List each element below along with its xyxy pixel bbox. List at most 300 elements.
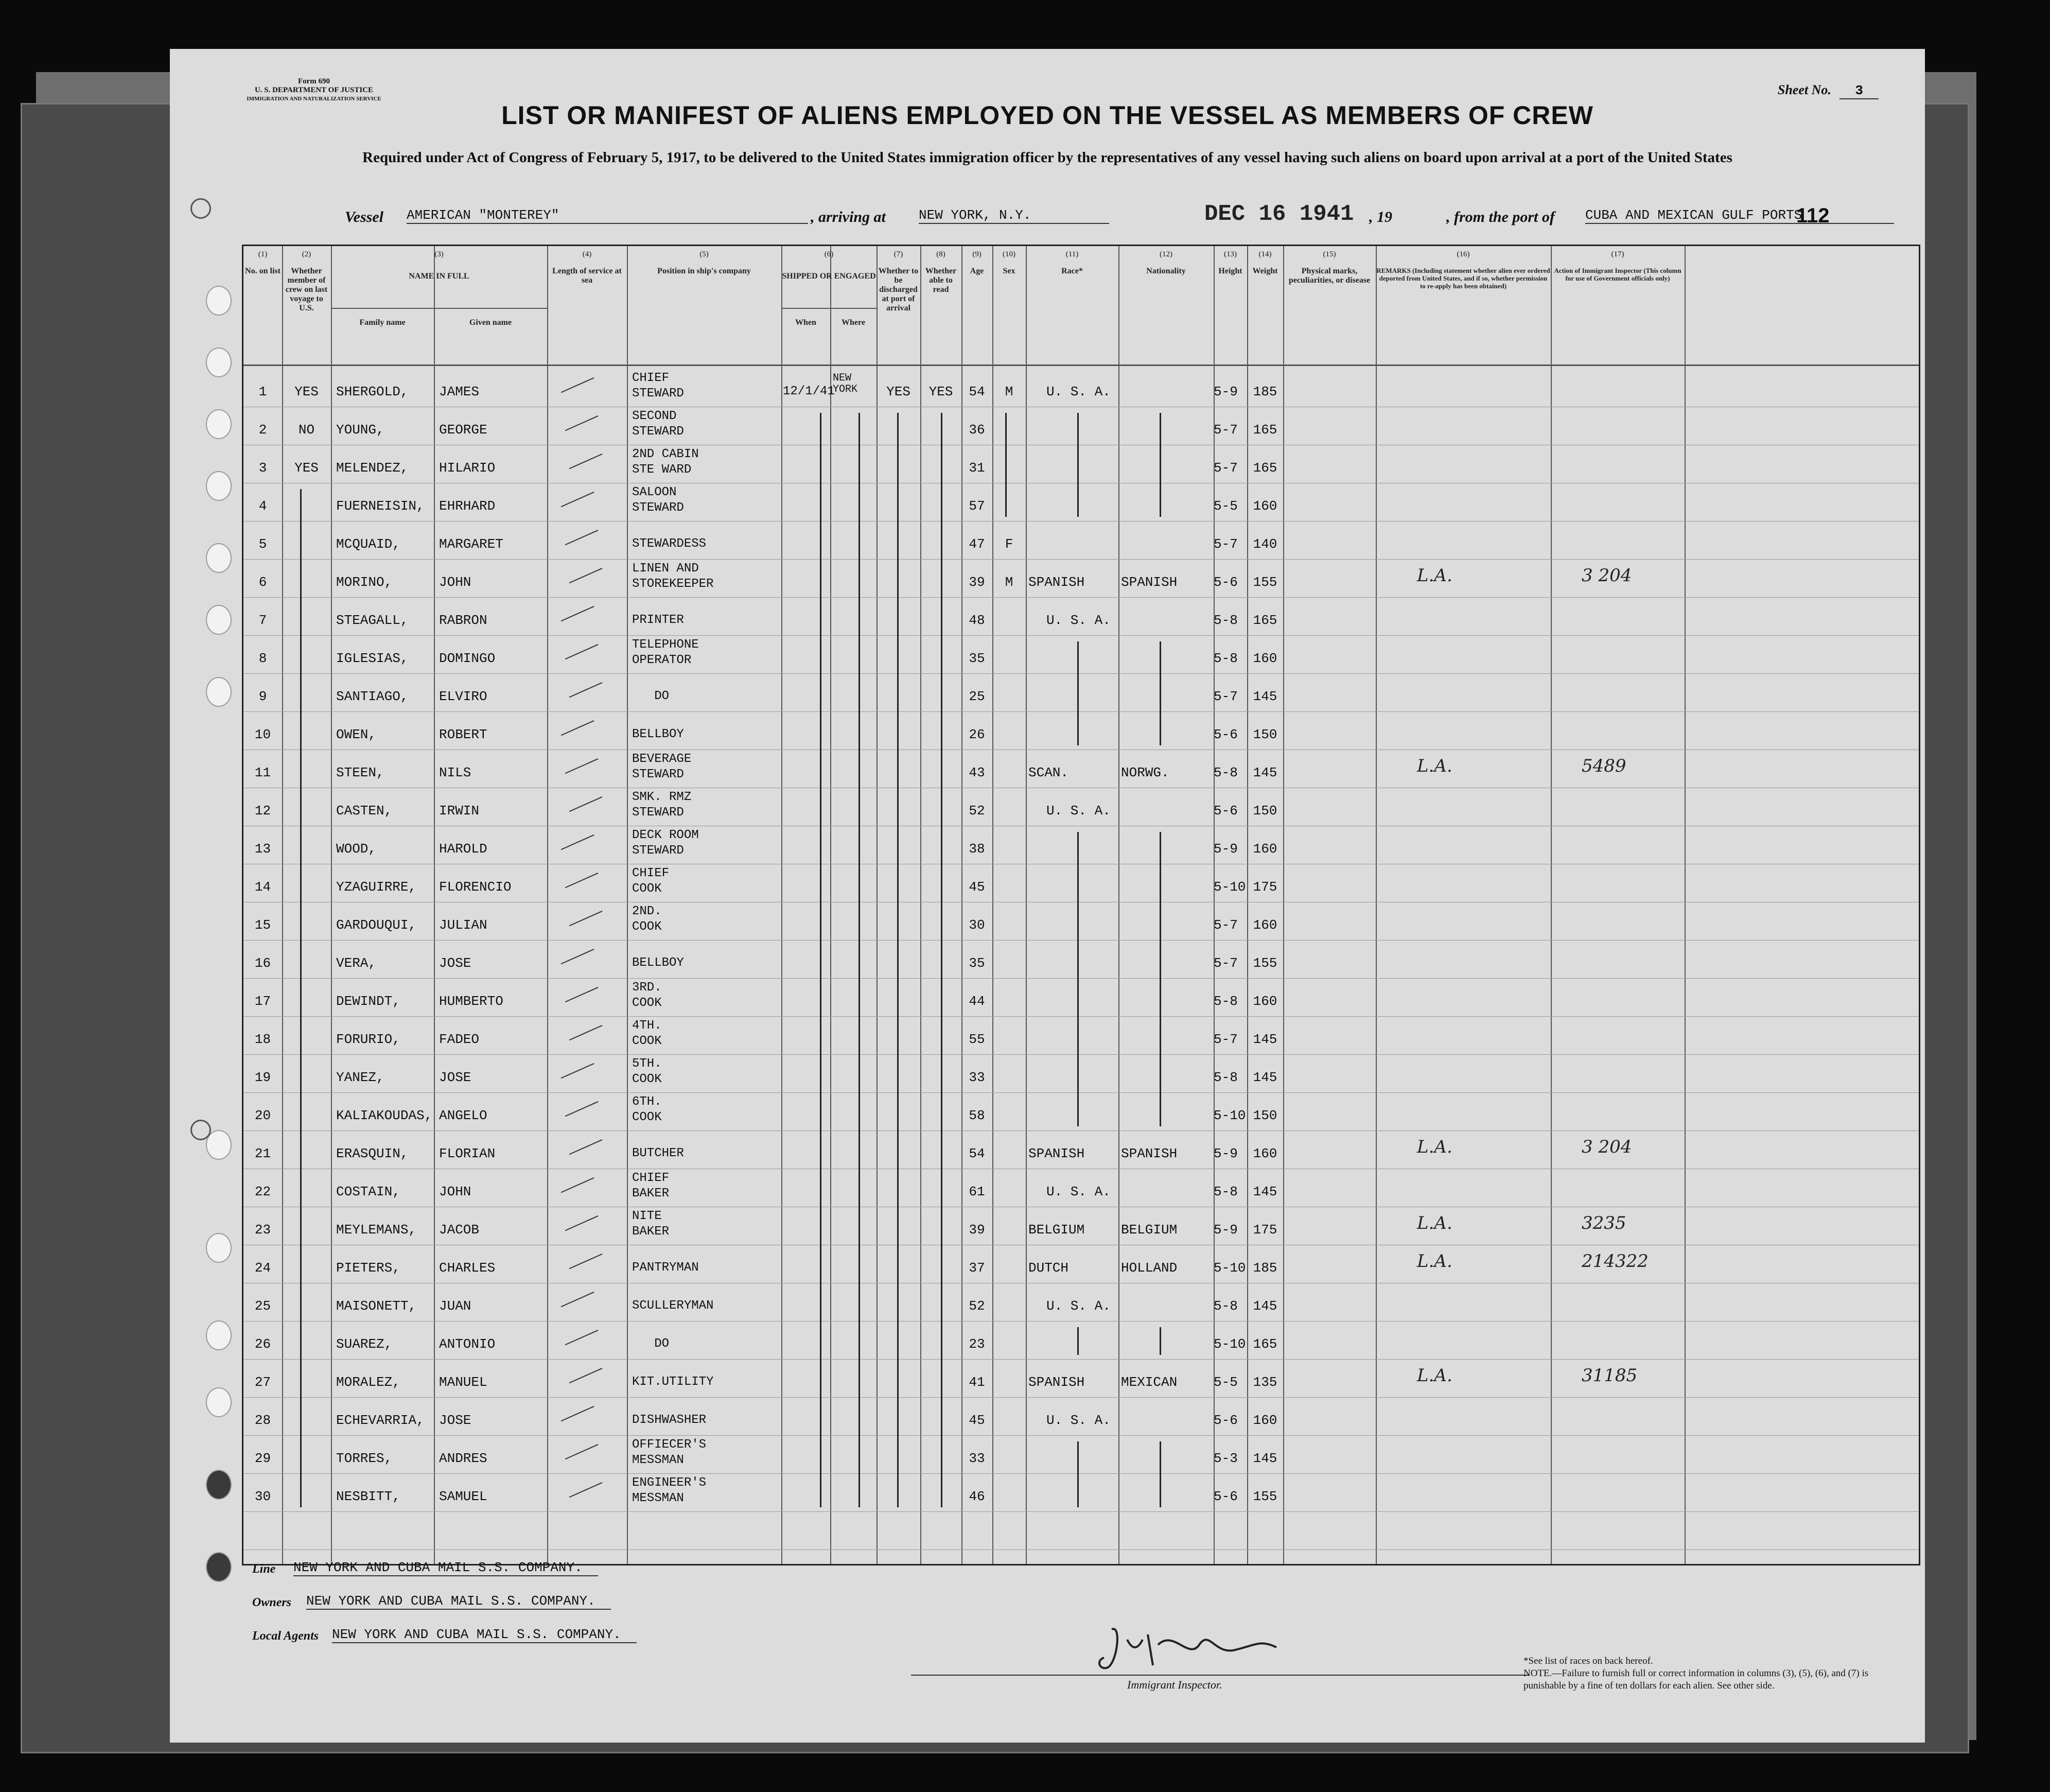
crew-row: [243, 1436, 1919, 1474]
service-tick-mark: [561, 749, 599, 774]
cell-given: EHRHARD: [439, 498, 496, 514]
cell-position: DO: [632, 1337, 670, 1351]
column-header: No. on list: [245, 267, 281, 275]
service-tick-mark: [565, 1130, 603, 1155]
cell-height: 5-7: [1214, 689, 1238, 704]
cell-no: 12: [254, 803, 271, 819]
cell-where: NEW YORK: [833, 372, 858, 395]
service-tick-mark: [561, 635, 599, 660]
column-header: Nationality: [1146, 267, 1186, 275]
cell-position: PANTRYMAN: [632, 1261, 699, 1275]
cell-no: 10: [254, 727, 271, 742]
crew-row: [243, 1055, 1919, 1093]
cell-family: WOOD,: [336, 841, 377, 857]
cell-position: SECOND STEWARD: [632, 409, 684, 439]
cell-height: 5-8: [1214, 613, 1238, 628]
cell-weight: 155: [1253, 955, 1277, 971]
cell-weight: 165: [1253, 460, 1277, 476]
service-tick-mark: [561, 1320, 599, 1346]
cell-family: VERA,: [336, 955, 377, 971]
ditto-mark: [1160, 1441, 1161, 1507]
cell-weight: 160: [1253, 498, 1277, 514]
cell-race: SPANISH: [1028, 575, 1085, 590]
remark-handwriting: L.A.: [1417, 565, 1452, 586]
cell-position: KIT.UTILITY: [632, 1375, 714, 1389]
ditto-mark: [820, 413, 821, 1507]
crew-row: [243, 370, 1919, 408]
service-tick-mark: [557, 940, 594, 965]
inspector-action-handwriting: 3 204: [1582, 565, 1632, 586]
service-tick-mark: [557, 1054, 594, 1079]
cell-age: 37: [969, 1260, 985, 1276]
cell-height: 5-6: [1214, 1413, 1238, 1428]
department-name: U. S. DEPARTMENT OF JUSTICE: [254, 86, 374, 94]
arriving-label: , arriving at: [811, 208, 886, 225]
local-agents-value: NEW YORK AND CUBA MAIL S.S. COMPANY.: [332, 1627, 637, 1643]
column-number: (15): [1323, 250, 1336, 258]
cell-age: 35: [969, 651, 985, 666]
column-header: Physical marks, peculiarities, or disease: [1288, 267, 1371, 285]
subheader-divider: [781, 308, 877, 309]
cell-height: 5-6: [1214, 803, 1238, 819]
inspector-label: Immigrant Inspector.: [1127, 1678, 1222, 1691]
cell-family: IGLESIAS,: [336, 651, 409, 666]
cell-family: SUAREZ,: [336, 1336, 393, 1352]
column-header: Family name: [359, 318, 406, 327]
cell-height: 5-8: [1214, 1298, 1238, 1314]
service-tick-mark: [565, 787, 603, 812]
service-tick-mark: [557, 368, 594, 393]
cell-no: 9: [258, 689, 267, 704]
vessel-label: Vessel: [345, 208, 383, 225]
column-header: Action of Immigrant Inspector (This column for use of Government officials only): [1554, 267, 1681, 282]
crew-row: [243, 1398, 1919, 1436]
cell-family: KALIAKOUDAS,: [336, 1108, 433, 1123]
cell-given: JOSE: [439, 1070, 471, 1085]
cell-weight: 140: [1253, 536, 1277, 552]
service-tick-mark: [565, 1016, 603, 1041]
cell-height: 5-6: [1214, 575, 1238, 590]
from-port-label: , from the port of: [1446, 208, 1555, 225]
crew-row: [243, 865, 1919, 903]
cell-family: OWEN,: [336, 727, 377, 742]
cell-age: 33: [969, 1451, 985, 1466]
inspector-signature-line: [911, 1675, 1529, 1676]
cell-weight: 150: [1253, 803, 1277, 819]
cell-family: STEAGALL,: [336, 613, 409, 628]
cell-family: ECHEVARRIA,: [336, 1413, 425, 1428]
cell-no: 24: [254, 1260, 271, 1276]
cell-given: ROBERT: [439, 727, 487, 742]
page-subtitle: Required under Act of Congress of February 5, 1917, to be delivered to the United States immigration officer by the representatives of any vessel having such aliens on board upon arrival at a port of the United States: [362, 149, 1732, 166]
crew-row: [243, 712, 1919, 751]
cell-no: 2: [258, 422, 267, 438]
cell-given: JUAN: [439, 1298, 471, 1314]
cell-position: CHIEF BAKER: [632, 1171, 670, 1201]
cell-given: JOHN: [439, 1184, 471, 1199]
crew-row: [243, 1246, 1919, 1284]
cell-age: 44: [969, 994, 985, 1009]
local-agents-label: Local Agents: [252, 1629, 319, 1643]
cell-nat: SPANISH: [1121, 575, 1178, 590]
cell-race: U. S. A.: [1046, 613, 1111, 628]
cell-given: MANUEL: [439, 1375, 487, 1390]
cell-height: 5-9: [1214, 1222, 1238, 1238]
cell-age: 47: [969, 536, 985, 552]
cell-no: 16: [254, 955, 271, 971]
cell-family: NESBITT,: [336, 1489, 400, 1504]
service-tick-mark: [565, 1244, 603, 1269]
service-tick-mark: [561, 1092, 599, 1117]
ditto-mark: [1077, 832, 1079, 1126]
binder-hole: [206, 677, 232, 707]
cell-age: 23: [969, 1336, 985, 1352]
cell-height: 5-8: [1214, 651, 1238, 666]
cell-height: 5-9: [1214, 1146, 1238, 1161]
cell-age: 45: [969, 1413, 985, 1428]
penalty-note: NOTE.—Failure to furnish full or correct information in columns (3), (5), (6), and (7) is punishable by a fine of ten dollars for each alien. See other side.: [1523, 1668, 1869, 1691]
cell-age: 25: [969, 689, 985, 704]
cell-given: FLORENCIO: [439, 879, 512, 895]
subheader-divider: [331, 308, 547, 309]
column-header: Given name: [469, 318, 512, 327]
cell-given: JOHN: [439, 575, 471, 590]
column-number: (14): [1258, 250, 1272, 258]
cell-when: 12/1/41: [783, 385, 835, 398]
cell-last: NO: [298, 422, 315, 438]
cell-given: ANTONIO: [439, 1336, 496, 1352]
from-port: CUBA AND MEXICAN GULF PORTS: [1585, 207, 1894, 224]
cell-weight: 145: [1253, 1298, 1277, 1314]
form-reference: [211, 77, 417, 103]
cell-weight: 185: [1253, 384, 1277, 399]
crew-row: [243, 1208, 1919, 1246]
binder-hole: [206, 347, 232, 377]
cell-family: ERASQUIN,: [336, 1146, 409, 1161]
cell-race: U. S. A.: [1046, 1298, 1111, 1314]
crew-row: [243, 827, 1919, 865]
column-header: Weight: [1252, 267, 1278, 275]
cell-race: SCAN.: [1028, 765, 1069, 780]
cell-height: 5-8: [1214, 1070, 1238, 1085]
cell-weight: 145: [1253, 689, 1277, 704]
cell-weight: 145: [1253, 765, 1277, 780]
cell-weight: 160: [1253, 1146, 1277, 1161]
cell-height: 5-9: [1214, 384, 1238, 399]
binder-hole: [206, 471, 232, 501]
ditto-mark: [1077, 413, 1079, 517]
binder-hole: [206, 1552, 232, 1582]
crew-row: [243, 1322, 1919, 1360]
column-header: NAME IN FULL: [409, 272, 469, 281]
cell-sex: M: [1005, 384, 1013, 399]
cell-no: 19: [254, 1070, 271, 1085]
crew-manifest-table: [242, 245, 1920, 1565]
cell-position: 4TH. COOK: [632, 1019, 662, 1048]
cell-age: 46: [969, 1489, 985, 1504]
cell-no: 23: [254, 1222, 271, 1238]
cell-position: 2ND CABIN STE WARD: [632, 447, 699, 477]
cell-given: IRWIN: [439, 803, 480, 819]
ditto-mark: [897, 413, 899, 1507]
ditto-mark: [300, 489, 302, 1507]
inspector-action-handwriting: 5489: [1582, 756, 1626, 776]
cell-age: 39: [969, 575, 985, 590]
cell-no: 15: [254, 917, 271, 933]
cell-weight: 185: [1253, 1260, 1277, 1276]
cell-family: MORALEZ,: [336, 1375, 400, 1390]
cell-no: 25: [254, 1298, 271, 1314]
cell-weight: 175: [1253, 1222, 1277, 1238]
cell-age: 43: [969, 765, 985, 780]
service-tick-mark: [561, 978, 599, 1003]
column-header: When: [795, 318, 816, 327]
crew-row: [243, 674, 1919, 712]
column-number: (8): [936, 250, 945, 258]
cell-family: GARDOUQUI,: [336, 917, 417, 933]
column-header: Whether member of crew on last voyage to U.S.: [285, 267, 328, 312]
cell-given: JOSE: [439, 1413, 471, 1428]
cell-given: GEORGE: [439, 422, 487, 438]
cell-no: 17: [254, 994, 271, 1009]
cell-position: DISHWASHER: [632, 1413, 707, 1427]
crew-row: [243, 1360, 1919, 1398]
binder-hole: [206, 1470, 232, 1500]
cell-position: 6TH. COOK: [632, 1095, 662, 1124]
cell-height: 5-8: [1214, 994, 1238, 1009]
page-title: LIST OR MANIFEST OF ALIENS EMPLOYED ON THE VESSEL AS MEMBERS OF CREW: [501, 101, 1593, 130]
cell-weight: 155: [1253, 1489, 1277, 1504]
service-tick-mark: [557, 597, 594, 622]
cell-no: 5: [258, 536, 267, 552]
cell-height: 5-9: [1214, 841, 1238, 857]
cell-position: TELEPHONE OPERATOR: [632, 638, 699, 667]
inspector-action-handwriting: 214322: [1582, 1251, 1649, 1272]
cell-no: 20: [254, 1108, 271, 1123]
cell-position: PRINTER: [632, 613, 684, 627]
crew-row: [243, 446, 1919, 484]
cell-family: YZAGUIRRE,: [336, 879, 417, 895]
cell-given: FLORIAN: [439, 1146, 496, 1161]
cell-age: 61: [969, 1184, 985, 1199]
cell-weight: 165: [1253, 422, 1277, 438]
column-number: (7): [893, 250, 903, 258]
cell-family: FORURIO,: [336, 1032, 400, 1047]
cell-height: 5-7: [1214, 422, 1238, 438]
cell-given: ELVIRO: [439, 689, 487, 704]
remark-handwriting: L.A.: [1417, 1251, 1452, 1272]
service-tick-mark: [561, 1435, 599, 1460]
cell-given: JULIAN: [439, 917, 487, 933]
service-tick-mark: [557, 825, 594, 850]
cell-given: FADEO: [439, 1032, 480, 1047]
cell-age: 38: [969, 841, 985, 857]
cell-position: OFFIECER'S MESSMAN: [632, 1438, 707, 1467]
cell-family: MELENDEZ,: [336, 460, 409, 476]
cell-position: BEVERAGE STEWARD: [632, 752, 692, 781]
cell-age: 33: [969, 1070, 985, 1085]
crew-row: [243, 408, 1919, 446]
cell-last: YES: [294, 460, 319, 476]
crew-row: [243, 1170, 1919, 1208]
cell-height: 5-5: [1214, 1375, 1238, 1390]
service-tick-mark: [565, 1359, 603, 1384]
cell-given: HAROLD: [439, 841, 487, 857]
line-label: Line: [252, 1562, 276, 1576]
cell-no: 1: [258, 384, 267, 399]
cell-position: DECK ROOM STEWARD: [632, 828, 699, 858]
punch-ring: [190, 198, 211, 219]
column-number: (2): [302, 250, 311, 258]
service-tick-mark: [565, 444, 603, 469]
sheet-number-value: 3: [1839, 83, 1879, 99]
cell-age: 57: [969, 498, 985, 514]
cell-weight: 160: [1253, 994, 1277, 1009]
crew-row: [243, 598, 1919, 636]
service-tick-mark: [561, 1206, 599, 1231]
cell-age: 30: [969, 917, 985, 933]
cell-given: DOMINGO: [439, 651, 496, 666]
cell-family: MEYLEMANS,: [336, 1222, 417, 1238]
cell-age: 35: [969, 955, 985, 971]
manifest-page: [170, 49, 1925, 1743]
remark-handwriting: L.A.: [1417, 1365, 1452, 1386]
binder-hole: [206, 1320, 232, 1350]
column-header: Position in ship's company: [657, 267, 751, 275]
cell-no: 4: [258, 498, 267, 514]
footer-notes: [1523, 1655, 1884, 1692]
cell-given: JAMES: [439, 384, 480, 399]
cell-nat: HOLLAND: [1121, 1260, 1178, 1276]
cell-weight: 165: [1253, 613, 1277, 628]
cell-no: 18: [254, 1032, 271, 1047]
cell-position: BELLBOY: [632, 956, 684, 970]
vessel-info-line: [324, 201, 1868, 239]
ditto-mark: [1160, 832, 1161, 1126]
cell-height: 5-6: [1214, 727, 1238, 742]
cell-position: BUTCHER: [632, 1146, 684, 1160]
binder-hole: [206, 409, 232, 439]
cell-age: 26: [969, 727, 985, 742]
ditto-mark: [941, 413, 942, 1507]
cell-given: ANGELO: [439, 1108, 487, 1123]
cell-height: 5-10: [1214, 1108, 1246, 1123]
crew-row: [243, 1017, 1919, 1055]
cell-family: STEEN,: [336, 765, 384, 780]
inspector-action-handwriting: 3235: [1582, 1213, 1626, 1233]
service-tick-mark: [565, 559, 603, 584]
column-header: Whether able to read: [925, 267, 957, 294]
crew-row: [243, 1284, 1919, 1322]
cell-age: 48: [969, 613, 985, 628]
punch-ring: [190, 1120, 211, 1140]
cell-position: NITE BAKER: [632, 1209, 670, 1239]
cell-given: SAMUEL: [439, 1489, 487, 1504]
service-name: IMMIGRATION AND NATURALIZATION SERVICE: [247, 96, 381, 102]
binder-hole: [206, 605, 232, 635]
cell-position: STEWARDESS: [632, 537, 707, 551]
cell-sex: M: [1005, 575, 1013, 590]
inspector-signature: [1091, 1619, 1400, 1676]
cell-given: MARGARET: [439, 536, 503, 552]
cell-race: SPANISH: [1028, 1375, 1085, 1390]
cell-family: COSTAIN,: [336, 1184, 400, 1199]
ditto-mark: [1077, 1441, 1079, 1507]
cell-no: 26: [254, 1336, 271, 1352]
cell-given: HILARIO: [439, 460, 496, 476]
cell-race: DUTCH: [1028, 1260, 1069, 1276]
column-number: (9): [972, 250, 982, 258]
ditto-mark: [858, 413, 860, 1507]
cell-weight: 160: [1253, 841, 1277, 857]
cell-nat: SPANISH: [1121, 1146, 1178, 1161]
remark-handwriting: L.A.: [1417, 1137, 1452, 1157]
cell-no: 28: [254, 1413, 271, 1428]
column-header: Where: [842, 318, 865, 327]
column-header: Height: [1218, 267, 1242, 275]
cell-nat: NORWG.: [1121, 765, 1169, 780]
races-note: *See list of races on back hereof.: [1523, 1656, 1653, 1666]
cell-no: 11: [254, 765, 271, 780]
service-tick-mark: [565, 901, 603, 927]
cell-position: CHIEF COOK: [632, 866, 670, 896]
service-tick-mark: [557, 711, 594, 736]
cell-height: 5-7: [1214, 955, 1238, 971]
column-number: (10): [1003, 250, 1015, 258]
cell-no: 30: [254, 1489, 271, 1504]
cell-given: JACOB: [439, 1222, 480, 1238]
vessel-name: AMERICAN "MONTEREY": [407, 207, 808, 224]
owners-value: NEW YORK AND CUBA MAIL S.S. COMPANY.: [306, 1593, 611, 1610]
cell-age: 31: [969, 460, 985, 476]
cell-family: DEWINDT,: [336, 994, 400, 1009]
cell-age: 45: [969, 879, 985, 895]
cell-age: 54: [969, 1146, 985, 1161]
cell-no: 22: [254, 1184, 271, 1199]
cell-race: U. S. A.: [1046, 1184, 1111, 1199]
cell-position: ENGINEER'S MESSMAN: [632, 1476, 707, 1505]
cell-weight: 145: [1253, 1032, 1277, 1047]
cell-given: JOSE: [439, 955, 471, 971]
inspector-action-handwriting: 3 204: [1582, 1137, 1632, 1157]
cell-race: U. S. A.: [1046, 1413, 1111, 1428]
binder-hole: [206, 1387, 232, 1417]
column-number: (12): [1160, 250, 1172, 258]
cell-age: 55: [969, 1032, 985, 1047]
cell-given: HUMBERTO: [439, 994, 503, 1009]
cell-family: SANTIAGO,: [336, 689, 409, 704]
column-number: (11): [1065, 250, 1079, 258]
cell-age: 52: [969, 1298, 985, 1314]
binder-hole: [206, 286, 232, 316]
crew-row: [243, 789, 1919, 827]
crew-row: [243, 636, 1919, 674]
service-tick-mark: [561, 863, 599, 889]
column-number: (13): [1224, 250, 1237, 258]
cell-no: 21: [254, 1146, 271, 1161]
column-header: Age: [970, 267, 984, 275]
cell-height: 5-7: [1214, 536, 1238, 552]
cell-family: FUERNEISIN,: [336, 498, 425, 514]
cell-weight: 145: [1253, 1070, 1277, 1085]
cell-height: 5-7: [1214, 1032, 1238, 1047]
cell-height: 5-10: [1214, 1260, 1246, 1276]
crew-row: [243, 941, 1919, 979]
service-tick-mark: [561, 406, 599, 431]
cell-sex: F: [1005, 536, 1013, 552]
arriving-port: NEW YORK, N.Y.: [919, 207, 1109, 224]
column-number: (16): [1457, 250, 1470, 258]
